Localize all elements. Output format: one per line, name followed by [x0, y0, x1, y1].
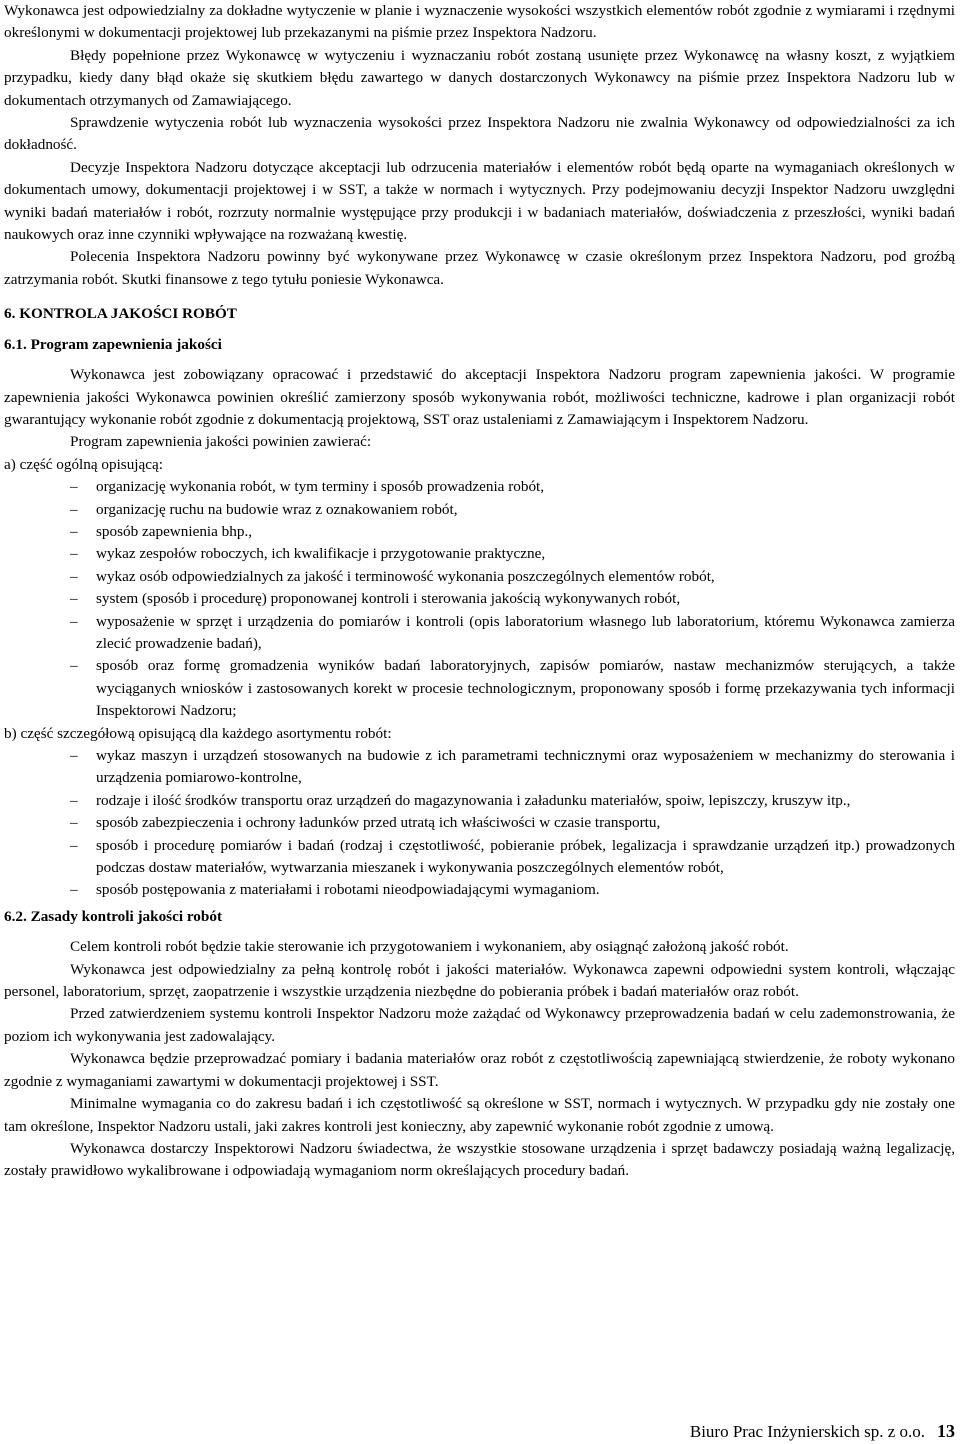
list-item — [4, 812, 955, 834]
section-6-1-paragraph-1: Wykonawca jest zobowiązany opracować i przedstawić do akceptacji Inspektora Nadzoru program zapewnienia jakości. W programie zapewnienia jakości Wykonawca powinien określić zamierzony sposób wykonywania robót, możliwości techniczne, kadrowe i plan organizacji robót gwarantujący wykonanie robót zgodnie z dokumentacją projektową, SST oraz ustaleniami z Zamawiającym i Inspektorem Nadzoru. — [4, 366, 955, 428]
list-item-text: system (sposób i procedurę) proponowanej kontroli i sterowania jakością wykonywanych robót, — [96, 590, 681, 608]
dash-bullet: – — [70, 478, 78, 496]
dash-bullet: – — [70, 836, 78, 854]
dash-bullet: – — [70, 500, 78, 518]
dash-bullet: – — [70, 881, 78, 899]
list-item-text: wykaz zespołów roboczych, ich kwalifikacje i przygotowanie praktyczne, — [96, 545, 546, 563]
list-a-label: a) część ogólną opisującą: — [4, 455, 163, 473]
list-item — [4, 745, 955, 790]
list-b-label: b) część szczegółową opisującą dla każdego asortymentu robót: — [4, 724, 392, 742]
dash-bullet: – — [70, 791, 78, 809]
intro-paragraph-3: Sprawdzenie wytyczenia robót lub wyznaczenia wysokości przez Inspektora Nadzoru nie zwalnia Wykonawcy od odpowiedzialności za ich dokładność. — [4, 114, 955, 154]
list-item — [4, 543, 955, 565]
list-item — [4, 566, 955, 588]
list-item-text: wykaz maszyn i urządzeń stosowanych na budowie z ich parametrami technicznymi oraz wyposażeniem w mechanizmy do sterowania i urządzenia pomiarowo-kontrolne, — [96, 747, 955, 787]
list-a — [4, 476, 955, 722]
list-item-text: wyposażenie w sprzęt i urządzenia do pomiarów i kontroli (opis laboratorium własnego lub laboratorium, któremu Wykonawca zamierza zlecić prowadzenie badań), — [96, 612, 955, 652]
list-item — [4, 588, 955, 610]
dash-bullet: – — [70, 567, 78, 585]
dash-bullet: – — [70, 522, 78, 540]
list-item-text: organizację ruchu na budowie wraz z oznakowaniem robót, — [96, 500, 458, 518]
list-item-text: sposób i procedurę pomiarów i badań (rodzaj i częstotliwość, pobieranie próbek, legalizacja i sprawdzanie urządzeń itp.) prowadzonych podczas dostaw materiałów, wytwarzania mieszanek i wykonywania poszczególnych elementów robót, — [96, 836, 955, 877]
dash-bullet: – — [70, 590, 78, 608]
section-6-2-paragraph-6: Wykonawca dostarczy Inspektorowi Nadzoru świadectwa, że wszystkie stosowane urządzenia i sprzęt badawczy posiadają ważną legalizację, zostały prawidłowo wykalibrowane i odpowiadają wymaganiom norm określających procedury badań. — [4, 1139, 955, 1180]
dash-bullet: – — [70, 657, 78, 675]
intro-paragraph-5: Polecenia Inspektora Nadzoru powinny być wykonywane przez Wykonawcę w czasie określonym przez Inspektora Nadzoru, pod groźbą zatrzymania robót. Skutki finansowe z tego tytułu poniesie Wykonawca. — [4, 248, 955, 288]
list-item-text: sposób oraz formę gromadzenia wyników badań laboratoryjnych, zapisów pomiarów, nastaw mechanizmów sterujących, a także wyciąganych wniosków i zastosowanych korekt w procesie technologicznym, proponowany sposób i formę przekazywania tych informacji Inspektorowi Nadzoru; — [96, 657, 955, 720]
list-item — [4, 879, 955, 901]
section-6-1-paragraph-2: Program zapewnienia jakości powinien zawierać: — [70, 433, 372, 451]
footer-company: Biuro Prac Inżynierskich sp. z o.o. — [689, 1422, 925, 1441]
list-item-text: sposób zabezpieczenia i ochrony ładunków przed utratą ich właściwości w czasie transportu, — [96, 814, 661, 832]
list-item — [4, 790, 955, 812]
intro-paragraph-1: Wykonawca jest odpowiedzialny za dokładne wytyczenie w planie i wyznaczenie wysokości wszystkich elementów robót zgodnie z wymiarami i rzędnymi określonymi w dokumentacji projektowej lub przekazanymi na piśmie przez Inspektora Nadzoru. — [4, 2, 955, 42]
list-item — [4, 476, 955, 498]
list-item-text: organizację wykonania robót, w tym terminy i sposób prowadzenia robót, — [96, 478, 545, 496]
page-number: 13 — [937, 1421, 955, 1441]
intro-paragraph-4: Decyzje Inspektora Nadzoru dotyczące akceptacji lub odrzucenia materiałów i elementów robót będą oparte na wymaganiach określonych w dokumentach umowy, dokumentacji projektowej i w SST, a także w normach i wytycznych. Przy podejmowaniu decyzji Inspektor Nadzoru uwzględni wyniki badań materiałów i robót, rozrzuty normalnie występujące przy produkcji i w badaniach materiałów, doświadczenia z przeszłości, wyniki badań naukowych oraz inne czynniki wpływające na rozważaną kwestię. — [4, 158, 955, 244]
section-6-2-paragraph-2: Wykonawca jest odpowiedzialny za pełną kontrolę robót i jakości materiałów. Wykonawca zapewni odpowiedni system kontroli, włączając personel, laboratorium, sprzęt, zaopatrzenie i wszystkie urządzenia niezbędne do pobierania próbek i badań materiałów oraz robót. — [4, 960, 955, 1001]
section-6-2-paragraph-4: Wykonawca będzie przeprowadzać pomiary i badania materiałów oraz robót z częstotliwością zapewniającą stwierdzenie, że roboty wykonano zgodnie z wymaganiami zawartymi w dokumentacji projektowej i SST. — [4, 1050, 955, 1090]
list-b — [4, 745, 955, 902]
list-item — [4, 499, 955, 521]
section-6-1-heading: 6.1. Program zapewnienia jakości — [4, 335, 222, 353]
dash-bullet: – — [70, 545, 78, 563]
list-item-text: rodzaje i ilość środków transportu oraz urządzeń do magazynowania i załadunku materiałów, spoiw, lepiszczy, kruszyw itp., — [96, 791, 851, 809]
dash-bullet: – — [70, 612, 78, 630]
list-item-text: sposób postępowania z materiałami i robotami nieodpowiadającymi wymaganiom. — [96, 881, 600, 899]
list-item — [4, 521, 955, 543]
intro-paragraph-2: Błędy popełnione przez Wykonawcę w wytyczeniu i wyznaczaniu robót zostaną usunięte przez Wykonawcę na własny koszt, z wyjątkiem przypadku, kiedy dany błąd okaże się skutkiem błędu zawartego w danych dostarczonych Wykonawcy na piśmie przez Inspektora Nadzoru lub w dokumentach otrzymanych od Zamawiającego. — [4, 46, 955, 109]
list-item-text: sposób zapewnienia bhp., — [96, 522, 253, 540]
section-6-2-paragraph-1: Celem kontroli robót będzie takie sterowanie ich przygotowaniem i wykonaniem, aby osiągnąć założoną jakość robót. — [70, 938, 789, 956]
dash-bullet: – — [70, 814, 78, 832]
document-page — [4, 0, 955, 1183]
section-6-2-heading: 6.2. Zasady kontroli jakości robót — [4, 907, 223, 925]
section-6-2-paragraph-3: Przed zatwierdzeniem systemu kontroli Inspektor Nadzoru może zażądać od Wykonawcy przeprowadzenia badań w celu zademonstrowania, że poziom ich wykonywania jest zadowalający. — [4, 1005, 955, 1045]
section-6-heading: 6. KONTROLA JAKOŚCI ROBÓT — [4, 305, 237, 323]
page-footer — [690, 1419, 955, 1444]
dash-bullet: – — [70, 747, 78, 764]
list-item — [4, 611, 955, 656]
list-item-text: wykaz osób odpowiedzialnych za jakość i terminowość wykonania poszczególnych elementów robót, — [96, 567, 715, 585]
list-item — [4, 835, 955, 880]
section-6-2-paragraph-5: Minimalne wymagania co do zakresu badań i ich częstotliwość są określone w SST, normach i wytycznych. W przypadku gdy nie zostały one tam określone, Inspektor Nadzoru ustali, jaki zakres kontroli jest konieczny, aby zapewnić wykonanie robót zgodnie z umową. — [4, 1095, 955, 1135]
list-item — [4, 655, 955, 722]
